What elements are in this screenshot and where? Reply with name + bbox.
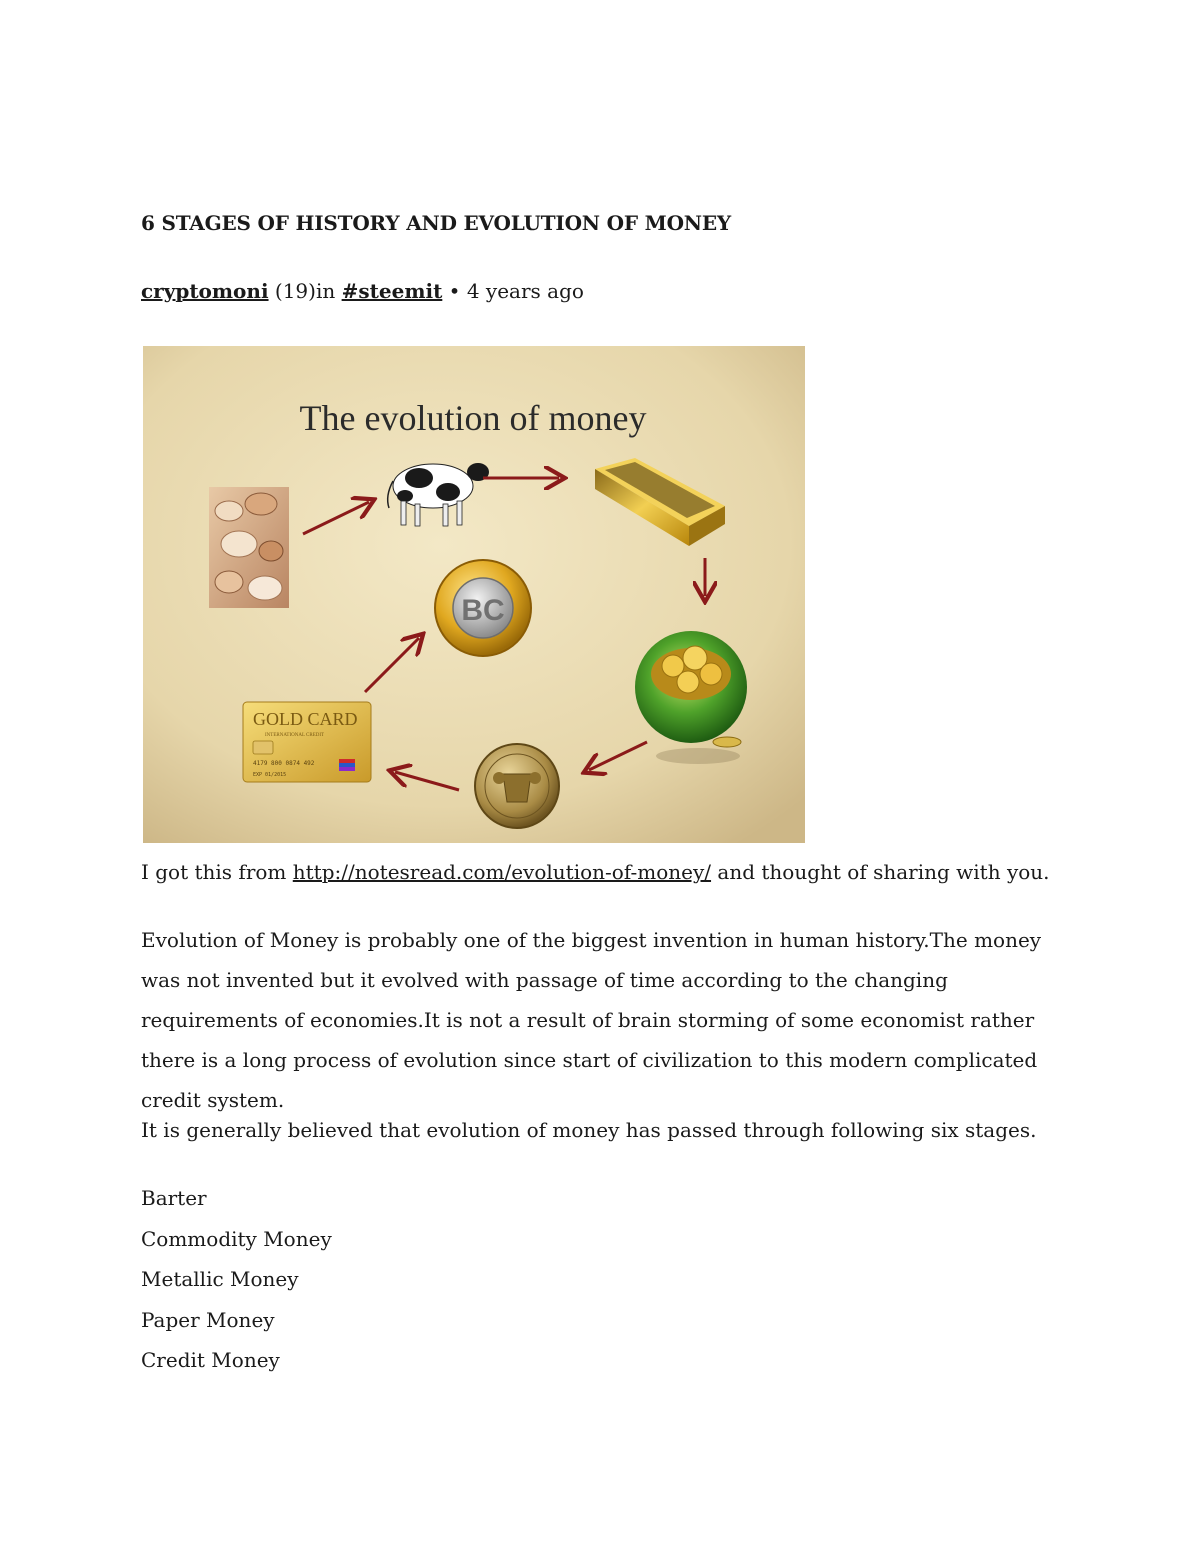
intro-paragraph: Evolution of Money is probably one of the biggest invention in human history.The money was not invented but it evolved with passage of time according to the changing requirements of economies.It is not a result of brain storming of some economist rather there is a long process of evolution since start of civilization to this modern complicated credit system. (141, 928, 1042, 1112)
list-item: Paper Money (141, 1307, 275, 1332)
list-item: Metallic Money (141, 1267, 299, 1291)
list-item: Credit Money (141, 1348, 280, 1372)
card-number: 4179 800 0874 492 (253, 760, 315, 767)
evolution-of-money-image (143, 346, 805, 843)
source-link[interactable]: http://notesread.com/evolution-of-money/ (292, 860, 712, 884)
image-heading: The evolution of money (299, 398, 647, 438)
article-title: 6 STAGES OF HISTORY AND EVOLUTION OF MONEY (141, 211, 731, 235)
in-word: in (315, 279, 336, 303)
list-item: Barter (141, 1186, 207, 1210)
author-reputation: (19) (274, 279, 316, 303)
stages-list (141, 1178, 332, 1381)
source-paragraph (141, 852, 1061, 892)
tag-link[interactable]: #steemit (341, 279, 443, 303)
shells-icon (209, 487, 289, 608)
bitcoin-coin-icon (435, 560, 531, 656)
pound-coin-icon (475, 744, 559, 828)
card-title: GOLD CARD (253, 709, 358, 729)
gold-card-icon (243, 702, 371, 782)
card-subtitle: INTERNATIONAL CREDIT (265, 733, 325, 738)
coin-letters: BC (461, 594, 505, 627)
byline-separator: • (448, 279, 461, 303)
source-prefix: I got this from (141, 860, 287, 884)
post-age: 4 years ago (466, 279, 584, 303)
stages-intro-paragraph: It is generally believed that evolution of money has passed through following six stages. (141, 1118, 1037, 1142)
source-suffix: and thought of sharing with you. (717, 860, 1050, 884)
byline (141, 279, 584, 303)
author-link[interactable]: cryptomoni (141, 279, 269, 303)
card-expiry: EXP 01/2015 (253, 772, 287, 778)
list-item: Commodity Money (141, 1226, 332, 1251)
